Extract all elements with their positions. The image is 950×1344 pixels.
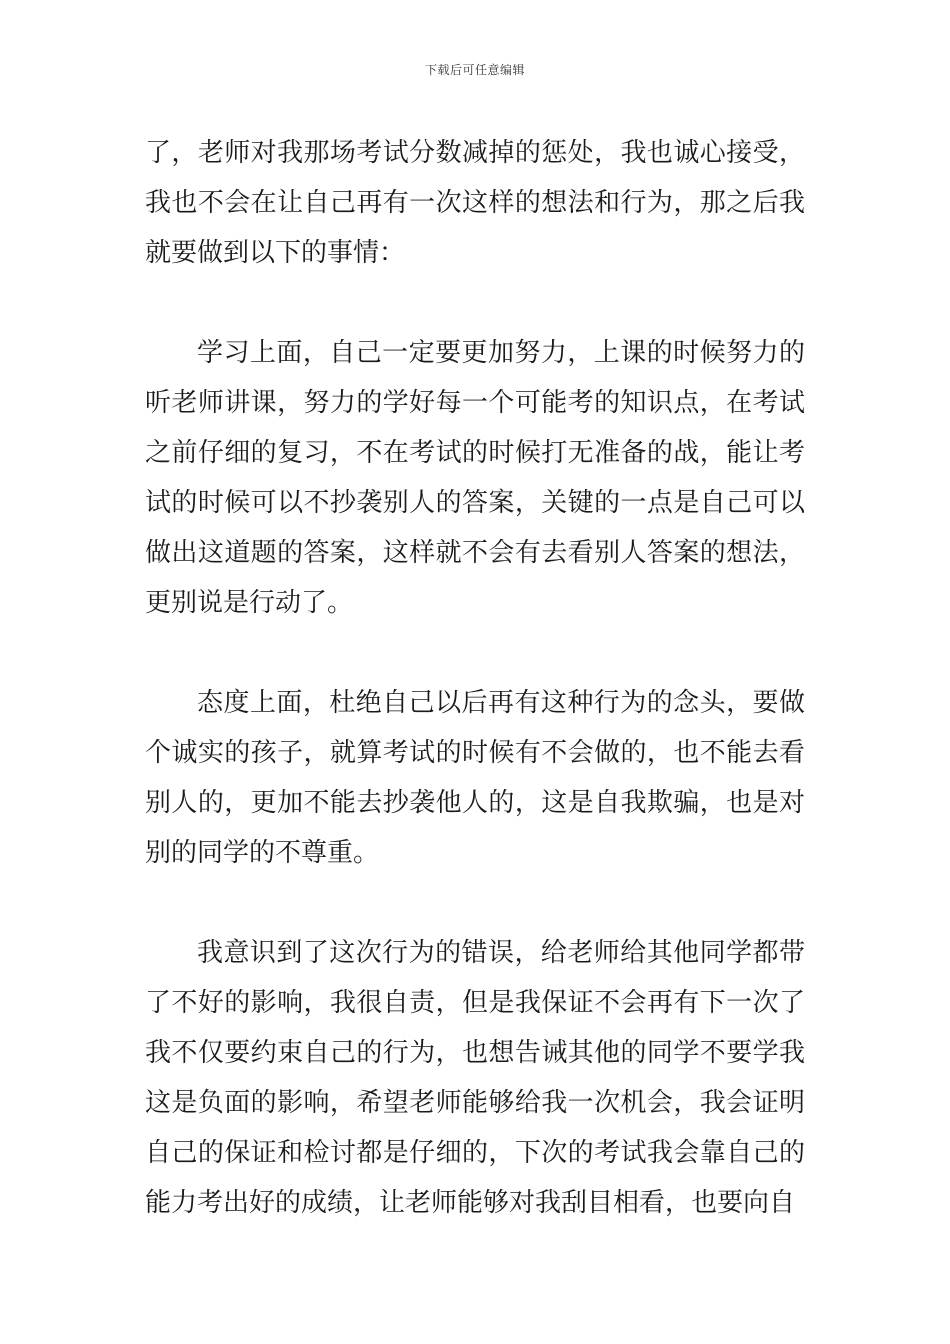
paragraph-apology: 我意识到了这次行为的错误，给老师给其他同学都带了不好的影响，我很自责，但是我保证不会再有下一次了我不仅要约束自己的行为，也想告诫其他的同学不要学我这是负面的影响，希望老师能够给我一次机会，我会证明自己的保证和检讨都是仔细的，下次的考试我会靠自己的能力考出好的成绩，让老师能够对我刮目相看，也要向自 [145,938,805,1218]
paragraph-study: 学习上面，自己一定要更加努力，上课的时候努力的听老师讲课，努力的学好每一个可能考的知识点，在考试之前仔细的复习，不在考试的时候打无准备的战，能让考试的时候可以不抄袭别人的答案，关键的一点是自己可以做出这道题的答案，这样就不会有去看别人答案的想法，更别说是行动了。 [145,338,805,618]
paragraph-continuation: 了，老师对我那场考试分数减掉的惩处，我也诚心接受，我也不会在让自己再有一次这样的想法和行为，那之后我就要做到以下的事情： [145,138,805,268]
page-header: 下载后可任意编辑 [424,63,525,77]
paragraph-attitude: 态度上面，杜绝自己以后再有这种行为的念头，要做个诚实的孩子，就算考试的时候有不会做的，也不能去看别人的，更加不能去抄袭他人的，这是自我欺骗，也是对别的同学的不尊重。 [145,688,805,868]
document-body [145,128,805,1228]
